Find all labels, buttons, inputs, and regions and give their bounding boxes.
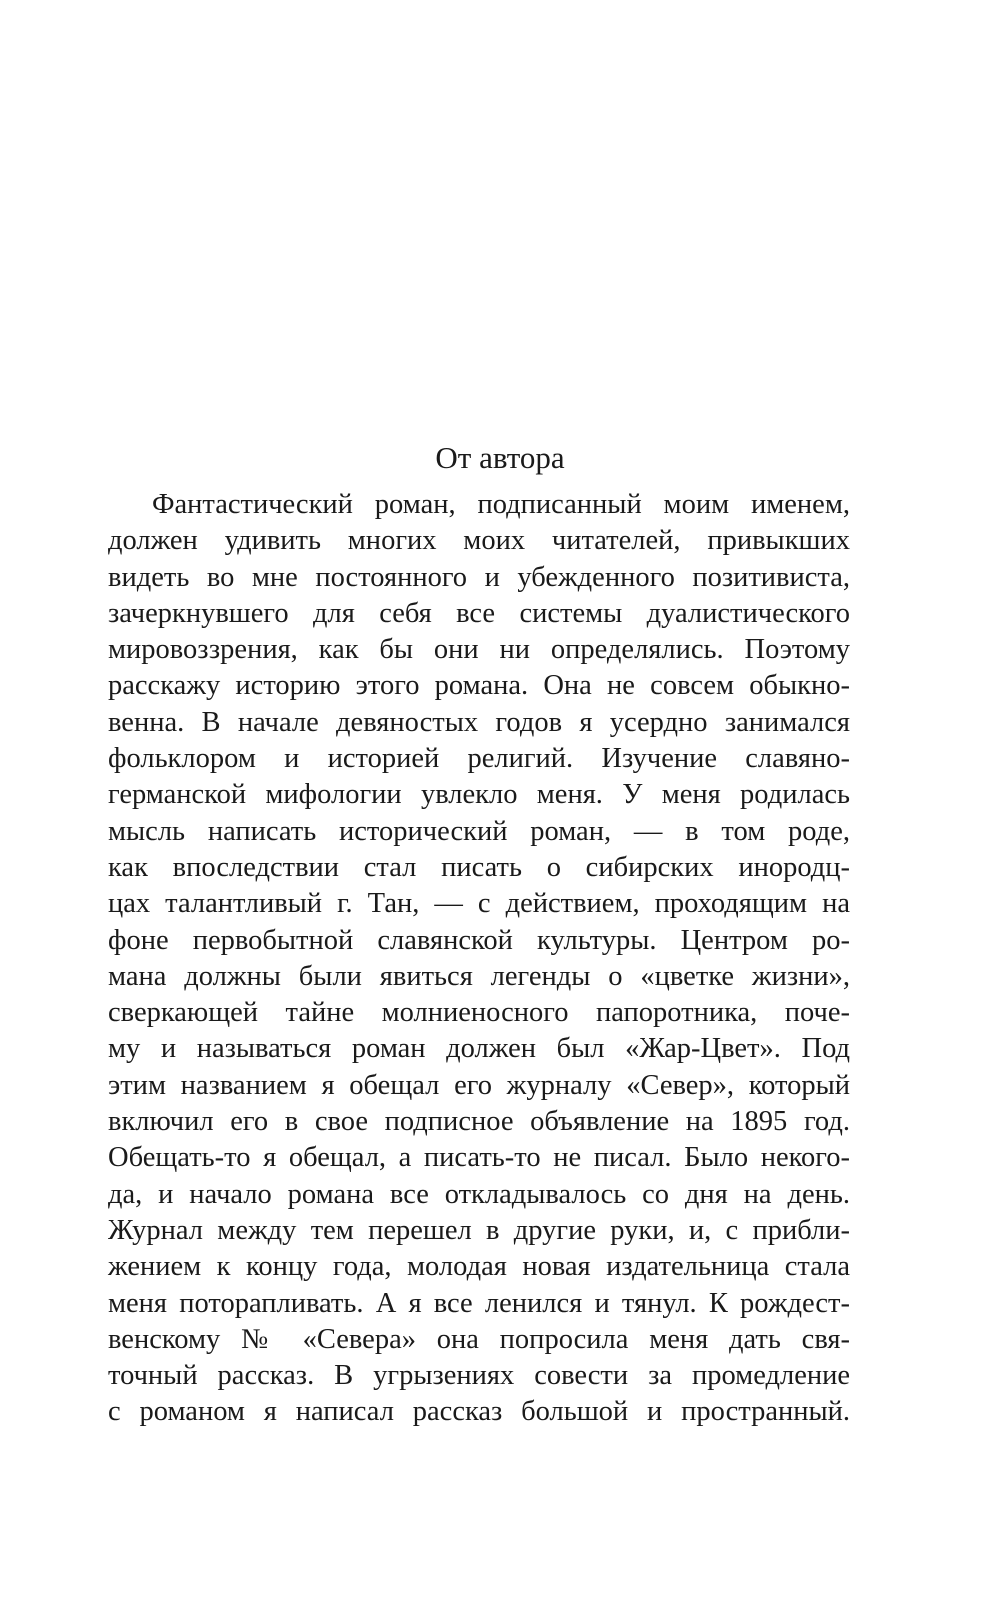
text-line: включил его в свое подписное объявление на 1895 год. (108, 1106, 850, 1138)
text-line: сверкающей тайне молниеносного папоротника, поче- (108, 997, 850, 1029)
text-line: цах талантливый г. Тан, — с действием, проходящим на (108, 888, 850, 920)
text-line: фольклором и историей религий. Изучение славяно- (108, 743, 850, 775)
text-line: жением к концу года, молодая новая издательница стала (108, 1251, 850, 1283)
text-line: Журнал между тем перешел в другие руки, и, с прибли- (108, 1214, 850, 1246)
text-line: точный рассказ. В угрызениях совести за промедление (108, 1360, 850, 1392)
text-line: Фантастический роман, подписанный моим именем, (152, 489, 850, 520)
text-line: мировоззрения, как бы они ни определялись. Поэтому (108, 634, 850, 666)
text-line: как впоследствии стал писать о сибирских инородц- (108, 851, 850, 883)
text-line: фоне первобытной славянской культуры. Центром ро- (108, 924, 850, 956)
text-line: Обещать-то я обещал, а писать-то не писал. Было некого- (108, 1142, 850, 1174)
text-line: с романом я написал рассказ большой и пространный. (108, 1396, 850, 1428)
chapter-title: От автора (435, 440, 565, 475)
text-line: видеть во мне постоянного и убежденного позитивиста, (108, 561, 850, 593)
text-line: да, и начало романа все откладывалось со дня на день. (108, 1178, 850, 1210)
text-line: меня поторапливать. А я все ленился и тянул. К рождест- (108, 1287, 850, 1319)
text-line: мысль написать исторический роман, — в том роде, (108, 815, 850, 847)
text-line: германской мифологии увлекло меня. У меня родилась (108, 779, 850, 811)
text-line: му и называться роман должен был «Жар-Цвет». Под (108, 1033, 850, 1065)
body-text (108, 487, 850, 1431)
text-line: мана должны были явиться легенды о «цветке жизни», (108, 960, 850, 992)
text-line: этим названием я обещал его журналу «Север», который (108, 1069, 850, 1101)
text-line: венна. В начале девяностых годов я усердно занимался (108, 706, 850, 738)
text-line: венскому № «Севера» она попросила меня дать свя- (108, 1323, 850, 1355)
text-line: должен удивить многих моих читателей, привыкших (108, 525, 850, 557)
text-line: зачеркнувшего для себя все системы дуалистического (108, 597, 850, 629)
text-line: расскажу историю этого романа. Она не совсем обыкно- (108, 670, 850, 702)
